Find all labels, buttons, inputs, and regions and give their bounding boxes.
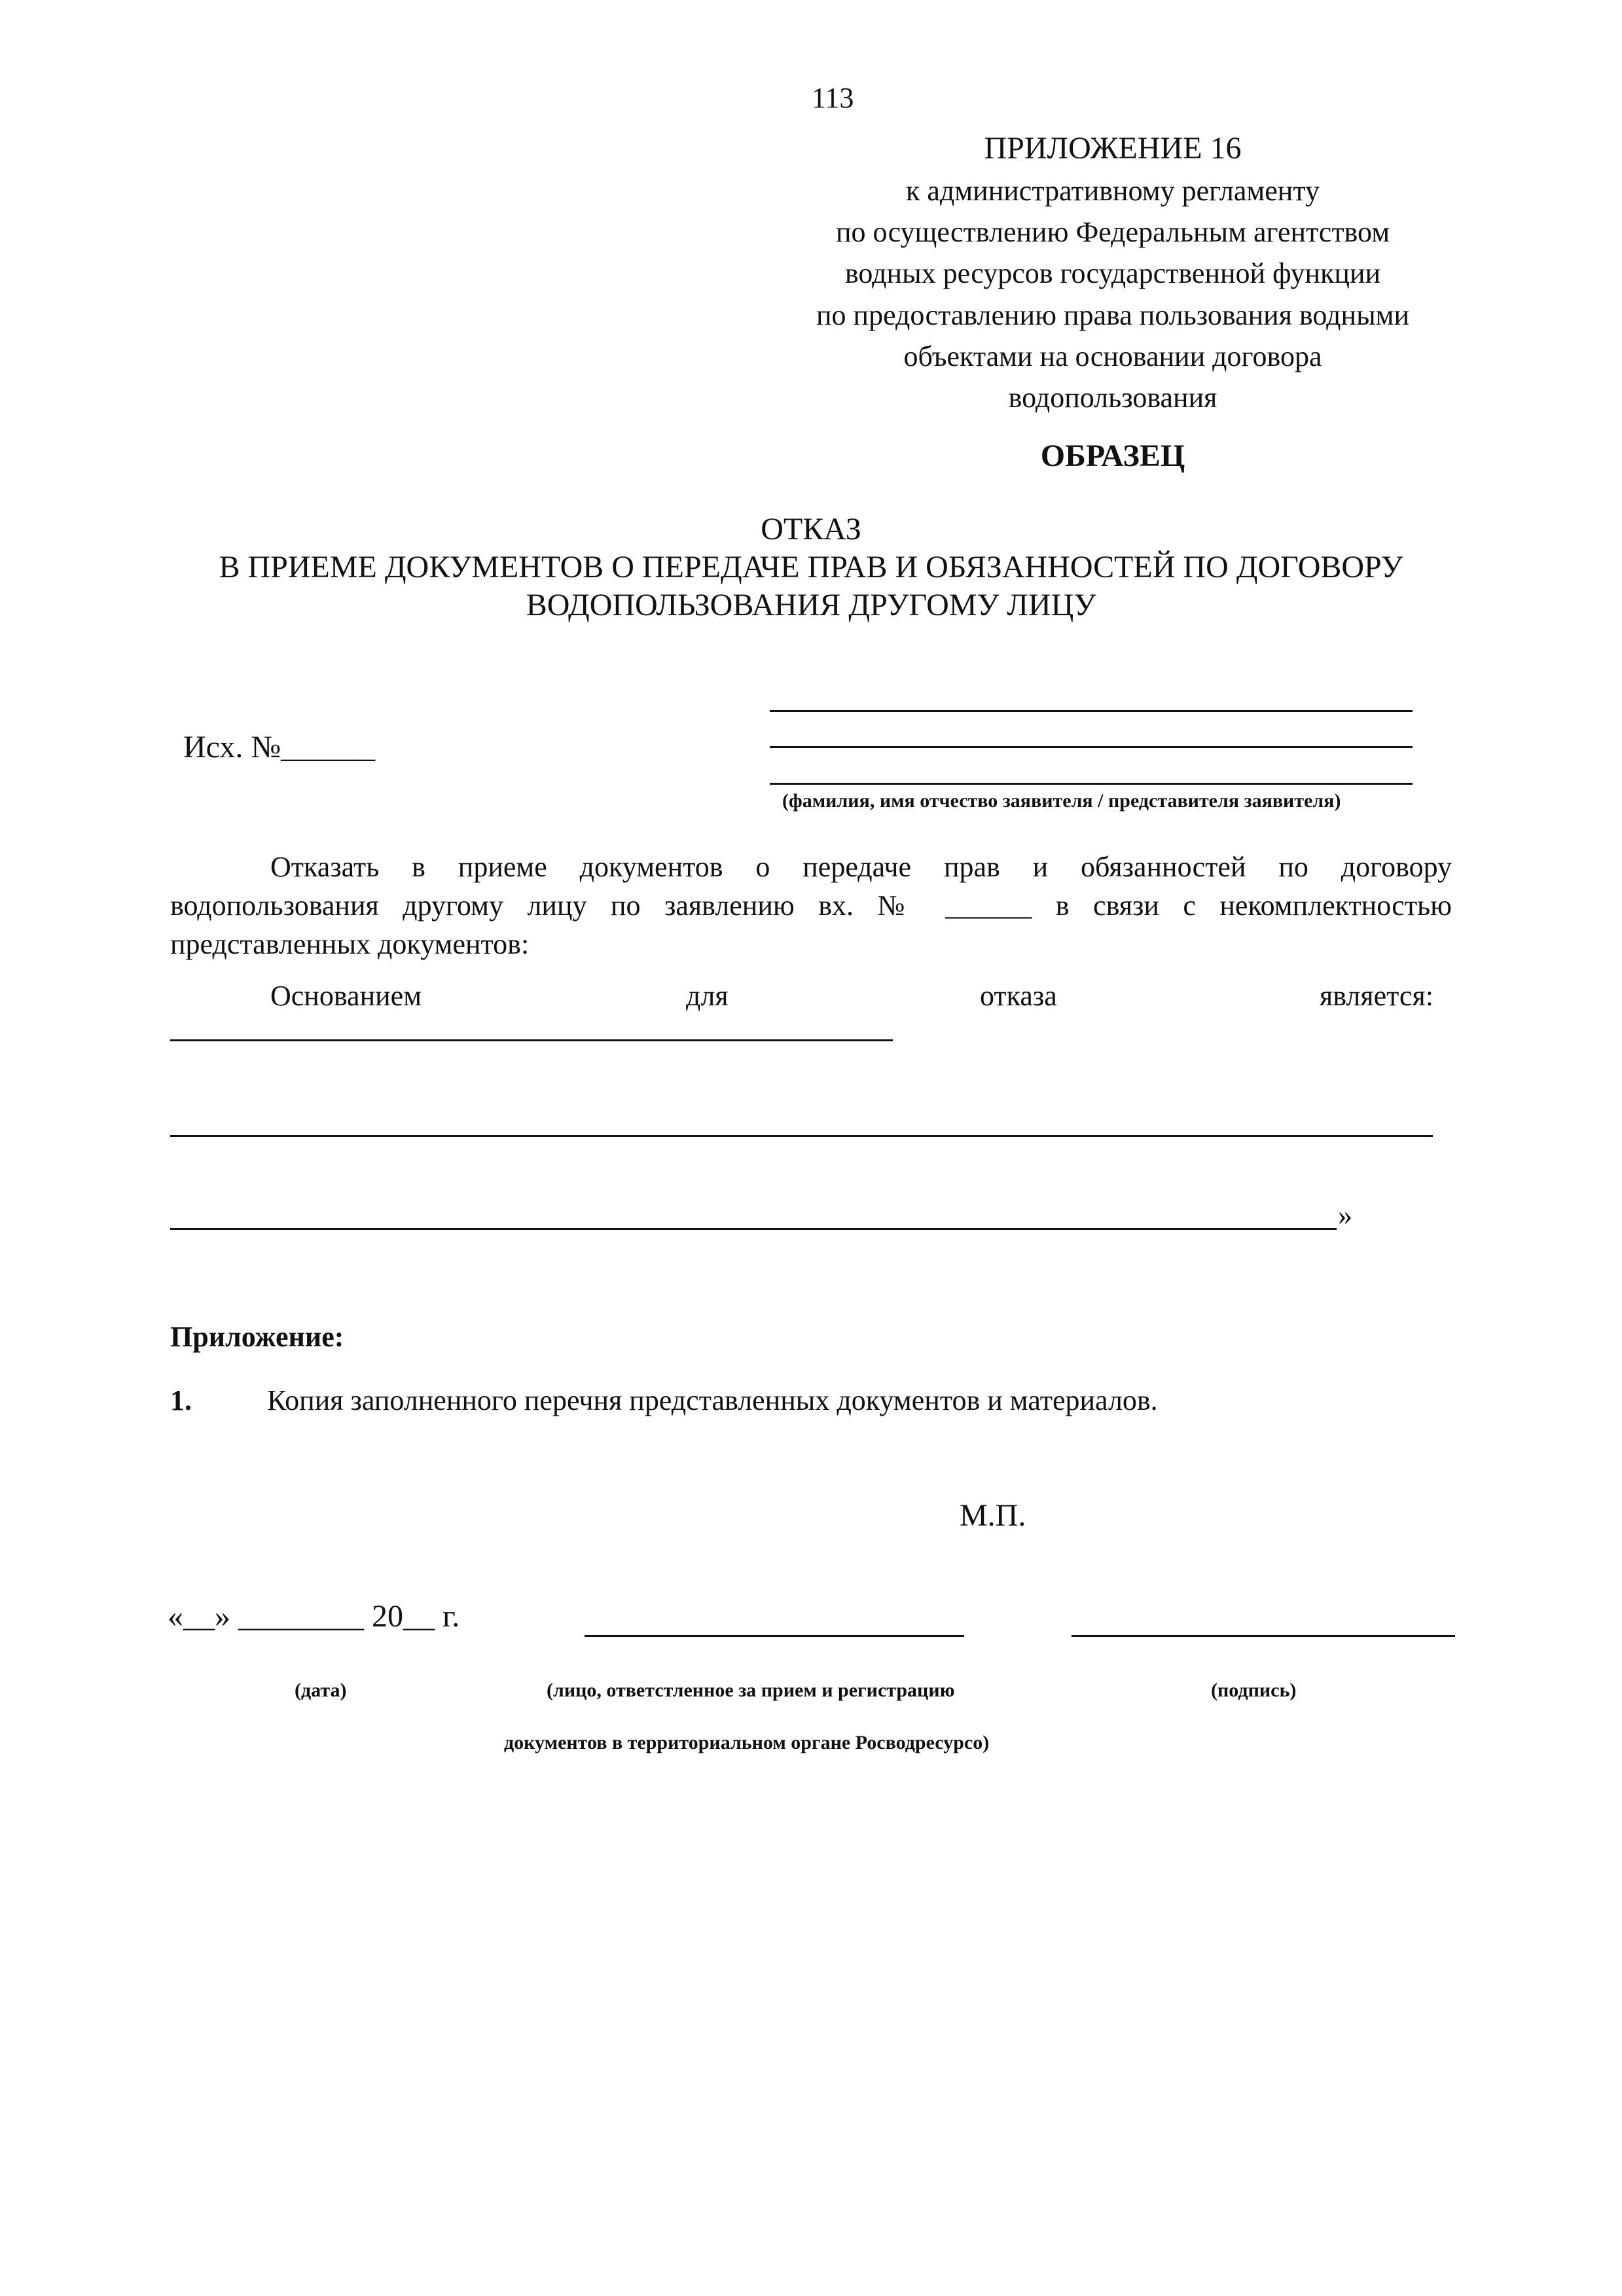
date-suffix: г. (442, 1599, 460, 1634)
date-caption: (дата) (295, 1679, 347, 1701)
reason-line-3 (170, 1228, 1337, 1230)
appendix-line-5: объектами на основании договора (903, 340, 1322, 372)
basis-word-3: отказа (980, 980, 1057, 1012)
body-line-3: представленных документов: (170, 928, 530, 960)
outgoing-blank: ______ (281, 730, 376, 764)
date-year-prefix: 20 (372, 1599, 403, 1634)
date-line (168, 1601, 460, 1632)
responsible-caption-line-2: документов в территориальном органе Росводресурсо) (504, 1732, 990, 1753)
doc-title-line-3: ВОДОПОЛЬЗОВАНИЯ ДРУГОМУ ЛИЦУ (526, 588, 1096, 622)
outgoing-label-text: Исх. № (183, 730, 281, 764)
reason-line-1 (170, 1039, 893, 1041)
appendix-line-4: по предоставлению права пользования водными (816, 299, 1410, 331)
date-blank-day: __ (183, 1599, 215, 1634)
date-blank-year: __ (403, 1599, 435, 1634)
responsible-caption-line-1: (лицо, ответстленное за прием и регистрацию (547, 1679, 955, 1701)
closing-quote: » (1338, 1199, 1352, 1231)
stamp-label: М.П. (960, 1498, 1026, 1533)
appendix-title: ПРИЛОЖЕНИЕ 16 (984, 131, 1242, 166)
date-blank-month: ________ (238, 1599, 364, 1634)
basis-word-1: Основанием (270, 980, 422, 1012)
attachment-item-number: 1. (170, 1384, 192, 1416)
body-line-1: Отказать в приеме документов о передаче прав и обязанностей по договору (270, 851, 1452, 883)
applicant-caption: (фамилия, имя отчество заявителя / представителя заявителя) (782, 790, 1341, 812)
page-number: 113 (812, 82, 854, 114)
responsible-person-line (585, 1635, 964, 1637)
doc-title-line-2: В ПРИЕМЕ ДОКУМЕНТОВ О ПЕРЕДАЧЕ ПРАВ И ОБЯЗАННОСТЕЙ ПО ДОГОВОРУ (219, 550, 1403, 584)
applicant-line-2 (770, 746, 1413, 748)
applicant-line-3 (770, 783, 1413, 785)
attachment-heading: Приложение: (170, 1321, 344, 1353)
sample-label: ОБРАЗЕЦ (1040, 439, 1185, 473)
basis-word-2: для (686, 980, 729, 1012)
appendix-line-3: водных ресурсов государственной функции (844, 257, 1381, 289)
date-close-quote: » (215, 1599, 230, 1634)
outgoing-label (183, 732, 375, 763)
attachment-item-text: Копия заполненного перечня представленных документов и материалов. (267, 1384, 1158, 1416)
applicant-line-1 (770, 710, 1413, 712)
appendix-line-6: водопользования (1008, 382, 1217, 414)
reason-line-2 (170, 1135, 1433, 1137)
basis-word-4: является: (1320, 980, 1433, 1012)
appendix-line-1: к административному регламенту (906, 175, 1320, 207)
appendix-line-2: по осуществлению Федеральным агентством (835, 216, 1390, 248)
doc-title-line-1: ОТКАЗ (761, 512, 861, 547)
body-line-2: водопользования другому лицу по заявлению вх. № ______ в связи с некомплектностью (170, 889, 1452, 922)
signature-line (1072, 1635, 1455, 1637)
signature-caption: (подпись) (1211, 1679, 1297, 1701)
date-open-quote: « (168, 1599, 183, 1634)
